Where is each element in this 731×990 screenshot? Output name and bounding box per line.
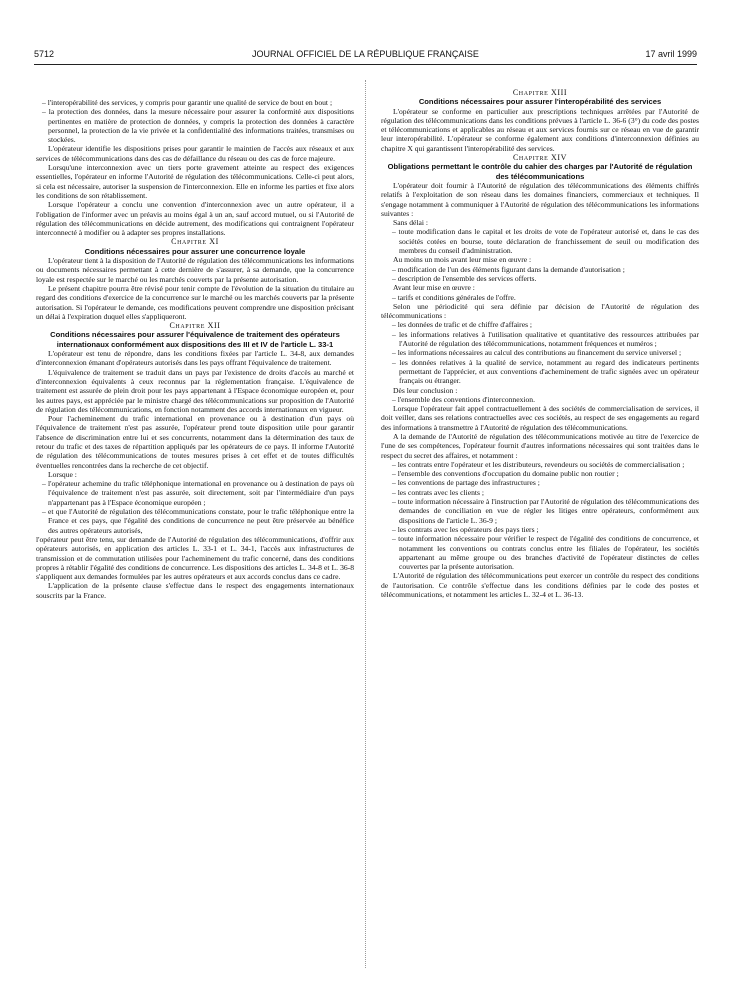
page-header <box>34 49 697 63</box>
paragraph: Lorsque : <box>48 469 77 479</box>
paragraph: l'opérateur peut être tenu, sur demande de l'Autorité de régulation des télécommunications, d'offrir aux opérateurs autorisés, en application des articles L. 33-1 et L. 34-1, l'accès aux infrastructures de transmission et de commutation utilisées pour l'acheminement du trafic concerné, dans des conditions propres à rétablir l'égalité des conditions de concurrence. Les dispositions des articles L. 34-8 et L. 36-8 s'appliquent aux demandes formulées par les autres opérateurs et aux accords conclus dans ce cadre. <box>36 534 354 582</box>
paragraph: L'opérateur tient à la disposition de l'Autorité de régulation des télécommunications les informations ou documents nécessaires permettant à cette dernière de s'assurer, à sa demande, que la concurrence loyale est respectée sur le marché ou les marchés couverts par la présente autorisation. <box>36 256 354 284</box>
list-item: – l'ensemble des conventions d'occupation du domaine public non routier ; <box>392 469 619 479</box>
list-item: – et que l'Autorité de régulation des télécommunications constate, pour le trafic téléphonique entre la France et ces pays, que l'égalité des conditions de concurrence ne peut être préservée au bénéfice des autres opérateurs autorisés, <box>42 507 354 535</box>
header-rule <box>34 64 697 65</box>
paragraph: A la demande de l'Autorité de régulation des télécommunications motivée au titre de l'exercice de l'une de ses compétences, l'opérateur fournit d'autres informations nécessaires qui sont traitées dans le respect du secret des affaires, et notamment : <box>381 431 699 460</box>
list-item: – la protection des données, dans la mesure nécessaire pour assurer la conformité aux dispositions pertinentes en matière de protection de données, y compris la protection des données à caractère personnel, la protection de la vie privée et la confidentialité des informations traitées, transmises ou stockées. <box>42 107 354 145</box>
list-item: – l'interopérabilité des services, y compris pour garantir une qualité de service de bout en bout ; <box>42 98 333 107</box>
list-item: – les conventions de partage des infrastructures ; <box>392 478 540 488</box>
chapter-title: Conditions nécessaires pour assurer l'équivalence de traitement des opérateurs internationaux conformément aux dispositions des III et IV de l'article L. 33-1 <box>50 330 340 349</box>
paragraph: Lorsqu'une interconnexion avec un tiers porte gravement atteinte au respect des exigences essentielles, l'opérateur en informe l'Autorité de régulation des télécommunications. Celle-ci peut alors, si cela est nécessaire, autoriser la suspension de l'interconnexion. Elle en informe les parties et fixe alors les conditions de son rétablissement. <box>36 163 354 200</box>
paragraph: L'opérateur identifie les dispositions prises pour garantir le maintien de l'accès aux réseaux et aux services de télécommunications dans des cas de défaillance du réseau ou des cas de force majeure. <box>36 144 354 163</box>
page-number: 5712 <box>34 49 55 59</box>
paragraph: Lorsque l'opérateur fait appel contractuellement à des sociétés de commercialisation de services, il doit veiller, dans ses relations contractuelles avec ces sociétés, au respect de ses engagements au regard des informations à transmettre à l'Autorité de régulation des télécommunications. <box>381 404 699 432</box>
left-column <box>36 98 354 600</box>
paragraph: L'application de la présente clause s'effectue dans le respect des engagements internationaux souscrits par la France. <box>36 581 354 600</box>
list-item: – les informations relatives à l'utilisation qualitative et quantitative des ressources attribuées par l'Autorité de régulation des télécommunications, notamment fréquences et numéros ; <box>392 329 699 349</box>
list-item: – toute modification dans le capital et les droits de vote de l'opérateur autorisé et, dans le cas des sociétés cotées en bourse, toute déclaration de franchissement de seuil ou modification des membres du conseil d'administration. <box>392 227 699 256</box>
paragraph: Lorsque l'opérateur a conclu une convention d'interconnexion avec un autre opérateur, il a l'obligation de l'informer avec un préavis au moins égal à un an, sauf accord mutuel, ou si l'Autorité de régulation des télécommunications en décide autrement, des modifications qui contraignent l'opérateur interconnecté à modifier ou à adapter ses propres installations. <box>36 200 354 238</box>
chapter-heading: Chapitre XIII <box>512 88 568 97</box>
list-item: – les contrats avec les clients ; <box>392 487 484 497</box>
list-item: – les contrats avec les opérateurs des pays tiers ; <box>392 524 539 534</box>
paragraph: Sans délai : <box>393 218 429 228</box>
column-divider <box>365 80 366 968</box>
journal-title: JOURNAL OFFICIEL DE LA RÉPUBLIQUE FRANÇAISE <box>252 49 479 59</box>
right-column <box>381 88 699 599</box>
paragraph: Au moins un mois avant leur mise en œuvre : <box>393 255 532 265</box>
list-item: – toute information nécessaire à l'instruction par l'Autorité de régulation des télécommunications des demandes de conciliation en vue de régler les litiges entre opérateurs, conformément aux dispositions de l'article L. 36-9 ; <box>392 497 699 525</box>
list-item: – l'opérateur achemine du trafic téléphonique international en provenance ou à destination de pays où l'équivalence de traitement n'est pas assurée, soit directement, soit par l'intermédiaire d'un pays n'appartenant pas à l'Espace économique européen ; <box>42 479 354 507</box>
paragraph: Avant leur mise en œuvre : <box>393 283 475 293</box>
list-item: – les données relatives à la qualité de service, notamment au regard des indicateurs pertinents permettant de l'apprécier, et aux conventions d'acheminement de trafic signées avec un opérateur français ou étranger. <box>392 357 699 386</box>
chapter-heading: Chapitre XII <box>169 321 221 331</box>
list-item: – l'ensemble des conventions d'interconnexion. <box>392 394 535 404</box>
chapter-heading: Chapitre XIV <box>512 153 568 163</box>
list-item: – modification de l'un des éléments figurant dans la demande d'autorisation ; <box>392 264 625 274</box>
list-item: – les informations nécessaires au calcul des contributions au financement du service universel ; <box>392 348 682 358</box>
paragraph: Selon une périodicité qui sera définie par décision de l'Autorité de régulation des télécommunications : <box>381 301 699 321</box>
paragraph: L'Autorité de régulation des télécommunications peut exercer un contrôle du respect des conditions de l'autorisation. Ce contrôle s'effectue dans les conditions définies par le code des postes et télécommunications, et notamment les articles L. 32-4 et L. 36-13. <box>381 571 699 600</box>
paragraph: Pour l'acheminement du trafic international en provenance ou à destination d'un pays où l'équivalence de traitement n'est pas assurée, l'opérateur prend toute disposition utile pour garantir l'absence de discrimination entre lui et ses concurrents, notamment dans la détermination des taux de retour du trafic et des taxes de répartition appliqués par les opérateurs de ce pays. Il informe l'Autorité de régulation des télécommunications de toutes mesures prises à cet effet et de toutes difficultés éventuelles rencontrées dans la recherche de cet objectif. <box>36 414 354 470</box>
chapter-title: Obligations permettant le contrôle du cahier des charges par l'Autorité de régulation des télécommunications <box>387 162 693 181</box>
chapter-title: Conditions nécessaires pour assurer une concurrence loyale <box>84 246 306 256</box>
list-item: – les contrats entre l'opérateur et les distributeurs, revendeurs ou sociétés de commercialisation ; <box>392 459 685 469</box>
list-item: – description de l'ensemble des services offerts. <box>392 273 537 283</box>
chapter-title: Conditions nécessaires pour assurer l'interopérabilité des services <box>418 97 662 107</box>
list-item: – les données de trafic et de chiffre d'affaires ; <box>392 320 533 330</box>
paragraph: L'opérateur doit fournir à l'Autorité de régulation des télécommunications des éléments chiffrés relatifs à l'exploitation de son réseau dans les domaines financiers, commerciaux et techniques. Il s'engage notamment à communiquer à l'Autorité de régulation des télécommunications les informations suivantes : <box>381 180 699 218</box>
list-item: – toute information nécessaire pour vérifier le respect de l'égalité des conditions de concurrence, et notamment les conventions ou contrats conclus entre les filiales de l'opérateur, les sociétés appartenant au même groupe ou des branches d'activité de l'opérateur distinctes de celles couvertes par la présente autorisation. <box>392 534 699 572</box>
paragraph: Dès leur conclusion : <box>393 385 458 395</box>
paragraph: L'opérateur se conforme en particulier aux prescriptions techniques arrêtées par l'Autorité de régulation des télécommunications dans les conditions prévues à l'article L. 36-6 (3°) du code des postes et télécommunications et applicables au réseau et aux services fournis sur ce réseau en vue de garantir leur interopérabilité. L'opérateur se conforme également aux conditions d'interconnexion définies au chapitre X qui garantissent l'interopérabilité des services. <box>381 106 699 153</box>
issue-date: 17 avril 1999 <box>645 49 697 59</box>
paragraph: Le présent chapitre pourra être révisé pour tenir compte de l'évolution de la situation du titulaire au regard des conditions d'exercice de la concurrence sur le marché ou les marchés couverts par la présente autorisation. Si l'opérateur le demande, ces modifications peuvent comprendre une disposition précisant un délai à l'expiration duquel elles s'appliqueront. <box>36 283 354 321</box>
chapter-heading: Chapitre XI <box>171 237 219 247</box>
paragraph: L'opérateur est tenu de répondre, dans les conditions fixées par l'article L. 34-8, aux demandes d'interconnexion émanant d'opérateurs autorisés dans les pays offrant l'équivalence de traitement. <box>36 349 354 368</box>
paragraph: L'équivalence de traitement se traduit dans un pays par l'existence de droits d'accès au marché et d'interconnexion équivalents à ceux reconnus par la réglementation française. L'équivalence de traitement est assurée de plein droit pour les pays appartenant à l'Espace économique européen et, pour les autres pays, est appréciée par le ministre chargé des télécommunications sur proposition de l'Autorité de régulation des télécommunications, en fonction notamment des accords internationaux en vigueur. <box>36 367 354 414</box>
list-item: – tarifs et conditions générales de l'offre. <box>392 292 516 302</box>
